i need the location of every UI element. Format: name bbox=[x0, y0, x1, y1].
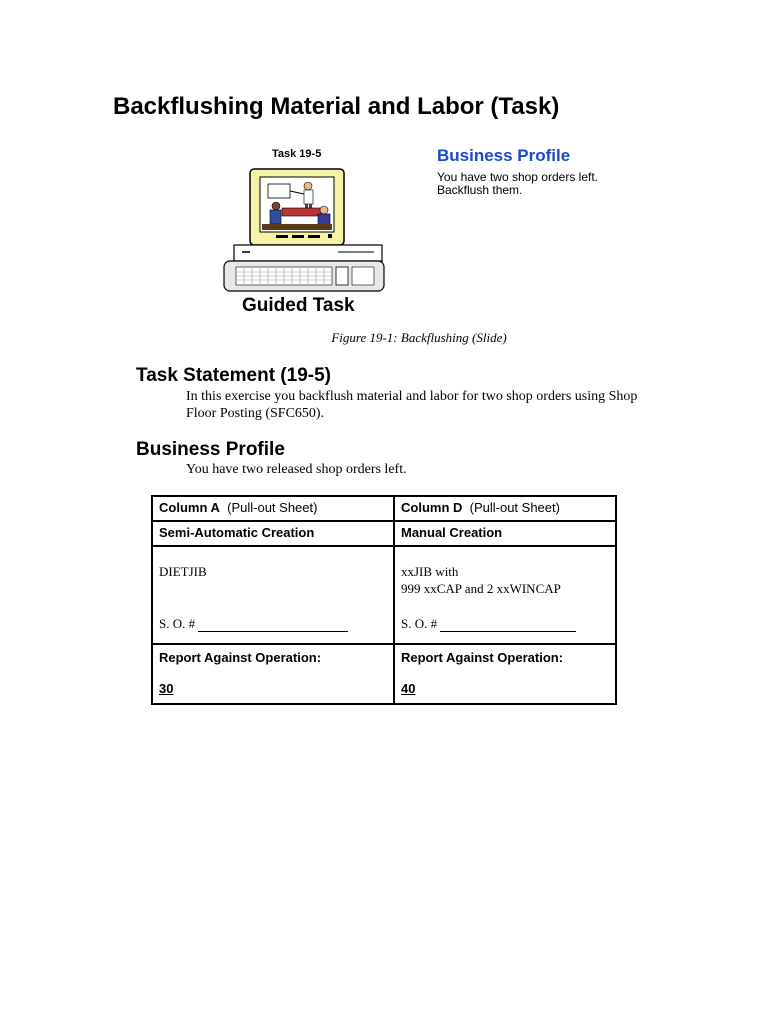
slide-task-label: Task 19-5 bbox=[272, 148, 322, 160]
column-d-item-line: xxJIB with bbox=[401, 563, 459, 579]
task-statement-text: In this exercise you backflush material and labor for two shop orders using Shop Floor Posting (SFC650). bbox=[186, 389, 638, 421]
column-d-item-line: 999 xxCAP and 2 xxWINCAP bbox=[401, 580, 561, 596]
column-a-item-line: DIETJIB bbox=[159, 563, 207, 579]
computer-base bbox=[234, 245, 382, 261]
column-d-so-blank[interactable] bbox=[440, 631, 576, 632]
column-a-operation: 30 bbox=[159, 680, 174, 696]
column-a-note: (Pull-out Sheet) bbox=[227, 500, 318, 515]
slide-business-profile-text bbox=[437, 171, 657, 197]
column-a-report-label: Report Against Operation: bbox=[159, 649, 322, 665]
presenter-figure bbox=[304, 182, 312, 190]
column-a-so-label: S. O. # bbox=[159, 615, 196, 631]
column-d-title: Column D bbox=[401, 500, 463, 515]
table-operation-row bbox=[152, 644, 616, 704]
column-d-so-label: S. O. # bbox=[401, 615, 438, 631]
column-a-operation-cell bbox=[152, 644, 394, 704]
slide-business-profile-heading: Business Profile bbox=[437, 146, 571, 165]
task-statement-heading: Task Statement (19-5) bbox=[136, 365, 331, 386]
column-d-note: (Pull-out Sheet) bbox=[469, 500, 560, 515]
business-profile-heading: Business Profile bbox=[136, 439, 285, 460]
column-d-item-cell bbox=[394, 546, 616, 644]
column-a-title: Column A bbox=[159, 500, 220, 515]
guided-task-label: Guided Task bbox=[242, 295, 355, 316]
page-title: Backflushing Material and Labor (Task) bbox=[113, 93, 560, 120]
business-profile-text: You have two released shop orders left. bbox=[186, 462, 407, 477]
column-a-subheader: Semi-Automatic Creation bbox=[152, 521, 394, 546]
table-header-row bbox=[152, 496, 616, 521]
figure-caption: Figure 19-1: Backflushing (Slide) bbox=[331, 330, 507, 345]
column-d-report-label: Report Against Operation: bbox=[401, 649, 564, 665]
column-a-header bbox=[152, 496, 394, 521]
column-d-header bbox=[394, 496, 616, 521]
slide-business-profile-line: You have two shop orders left. bbox=[437, 170, 598, 184]
table-subheader-row bbox=[152, 521, 616, 546]
column-d-operation-cell bbox=[394, 644, 616, 704]
column-a-so-blank[interactable] bbox=[198, 631, 348, 632]
table-item-row bbox=[152, 546, 616, 644]
computer-presenter-illustration bbox=[220, 166, 388, 294]
slide-business-profile-line: Backflush them. bbox=[437, 183, 523, 197]
column-d-subheader: Manual Creation bbox=[394, 521, 616, 546]
shop-order-table bbox=[151, 495, 617, 705]
column-d-operation: 40 bbox=[401, 680, 416, 696]
column-a-item-cell bbox=[152, 546, 394, 644]
